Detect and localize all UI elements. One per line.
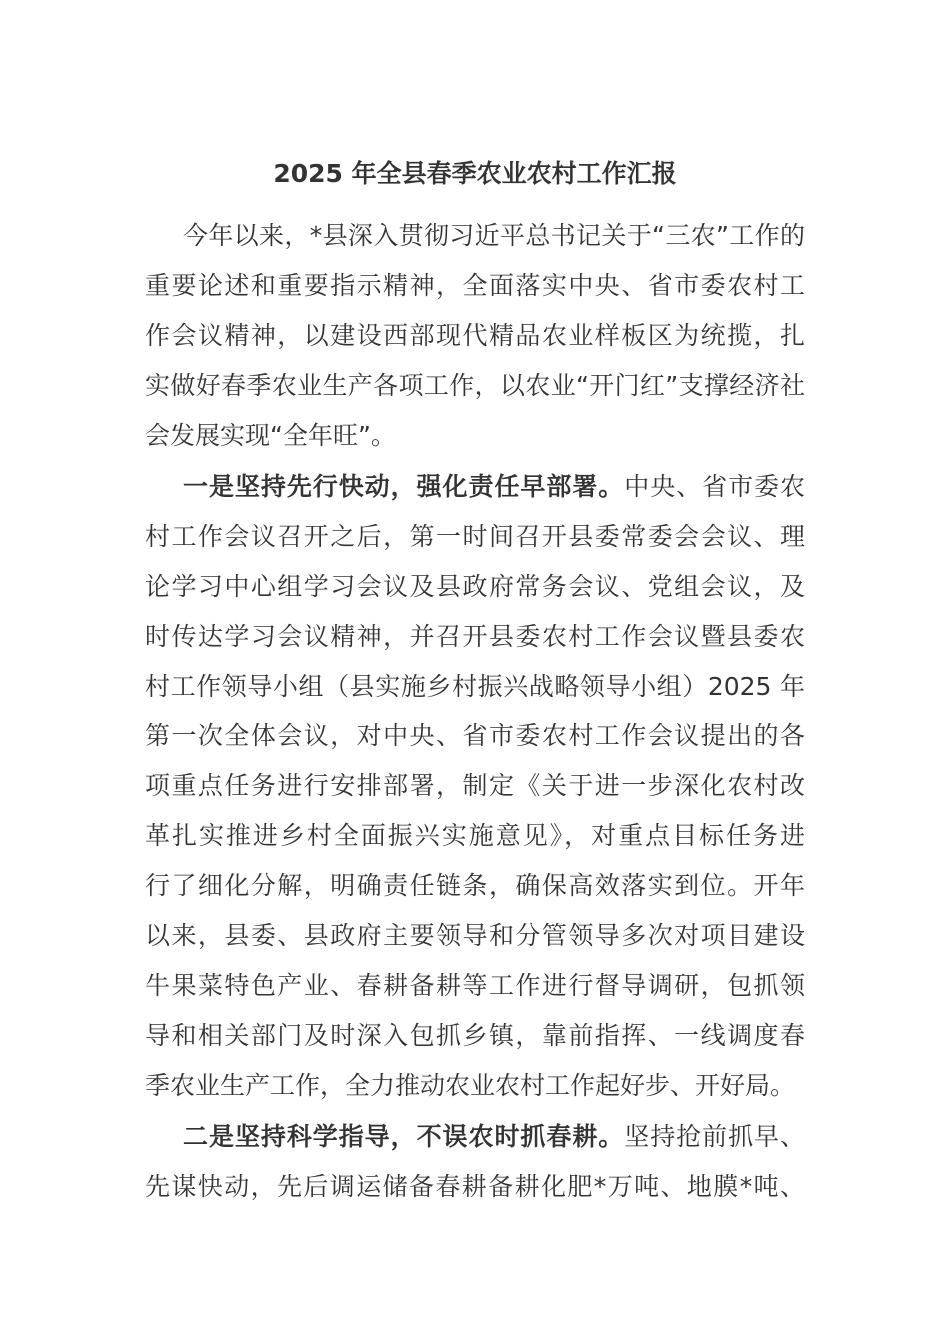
- paragraph-2-line-1: [183, 469, 805, 505]
- paragraph-2-line-8: 革扎实推进乡村全面振兴实施意见》，对重点目标任务进: [145, 821, 805, 850]
- paragraph-2-line-12: 导和相关部门及时深入包抓乡镇，靠前指挥、一线调度春: [145, 1021, 805, 1050]
- paragraph-2-line-2: 村工作会议召开之后，第一时间召开县委常委会会议、理: [145, 522, 805, 551]
- paragraph-2-line-9: 行了细化分解，明确责任链条，确保高效落实到位。开年: [145, 871, 805, 900]
- paragraph-1-line-3: 作会议精神，以建设西部现代精品农业样板区为统揽，扎: [145, 321, 805, 350]
- paragraph-1-line-2: 重要论述和重要指示精神，全面落实中央、省市委农村工: [145, 271, 805, 300]
- paragraph-1-line-5: 会发展实现“全年旺”。: [145, 421, 396, 450]
- paragraph-1-line-4: 实做好春季农业生产各项工作，以农业“开门红”支撑经济社: [145, 371, 805, 400]
- paragraph-3-heading: 二是坚持科学指导，不误农时抓春耕。: [183, 1122, 625, 1151]
- paragraph-2-lead: 中央、省市委农: [624, 472, 805, 501]
- paragraph-2-line-10: 以来，县委、县政府主要领导和分管领导多次对项目建设: [145, 921, 805, 950]
- paragraph-1-line-1: 今年以来，*县深入贯彻习近平总书记关于“三农”工作的: [183, 221, 805, 250]
- document-title: 2025 年全县春季农业农村工作汇报: [273, 159, 677, 188]
- paragraph-2-line-11: 牛果菜特色产业、春耕备耕等工作进行督导调研，包抓领: [145, 971, 805, 1000]
- paragraph-2-line-13: 季农业生产工作，全力推动农业农村工作起好步、开好局。: [145, 1071, 796, 1100]
- paragraph-3-lead: 坚持抢前抓早、: [624, 1122, 805, 1151]
- paragraph-2-line-5: 村工作领导小组（县实施乡村振兴战略领导小组）2025 年: [145, 672, 805, 701]
- paragraph-3-line-1: [183, 1119, 805, 1155]
- paragraph-2-line-3: 论学习中心组学习会议及县政府常务会议、党组会议，及: [145, 572, 805, 601]
- paragraph-2-line-4: 时传达学习会议精神，并召开县委农村工作会议暨县委农: [145, 622, 805, 651]
- paragraph-2-line-6: 第一次全体会议，对中央、省市委农村工作会议提出的各: [145, 721, 805, 750]
- paragraph-2-line-7: 项重点任务进行安排部署，制定《关于进一步深化农村改: [145, 771, 805, 800]
- paragraph-3-line-2: 先谋快动，先后调运储备春耕备耕化肥*万吨、地膜*吨、: [145, 1172, 805, 1201]
- paragraph-2-heading: 一是坚持先行快动，强化责任早部署。: [183, 472, 625, 501]
